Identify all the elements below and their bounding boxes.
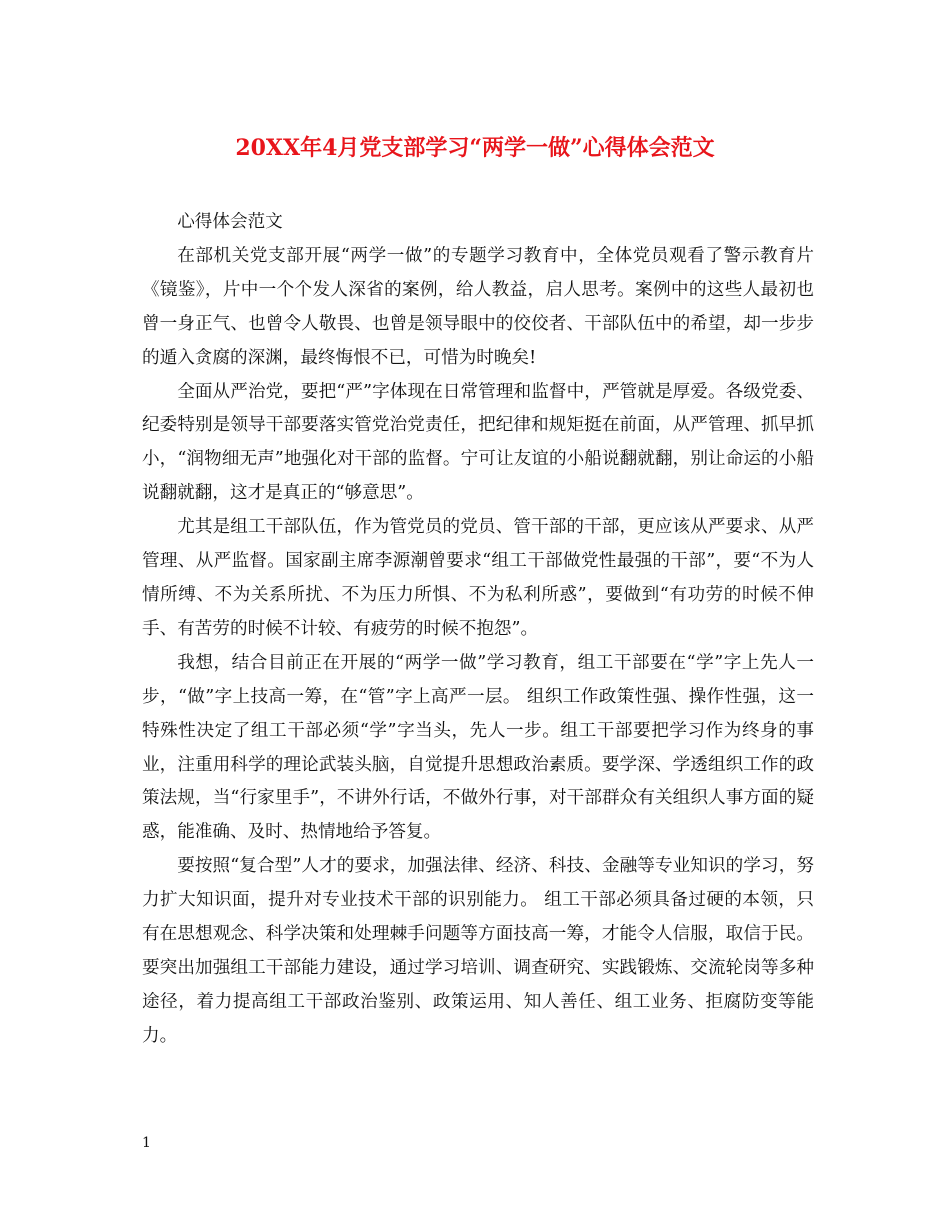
document-body	[142, 206, 814, 1054]
page-number: 1	[142, 1135, 151, 1151]
paragraph: 在部机关党支部开展“两学一做”的专题学习教育中，全体党员观看了警示教育片《镜鉴》，片中一个个发人深省的案例，给人教益，启人思考。案例中的这些人最初也曾一身正气、也曾令人敬畏、也曾是领导眼中的佼佼者、干部队伍中的希望，却一步步的遁入贪腐的深渊，最终悔恨不已，可惜为时晚矣!	[142, 245, 814, 368]
paragraph: 尤其是组工干部队伍，作为管党员的党员、管干部的干部，更应该从严要求、从严管理、从严监督。国家副主席李源潮曾要求“组工干部做党性最强的干部”，要“不为人情所缚、不为关系所扰、不为压力所惧、不为私利所惑”，要做到“有功劳的时候不伸手、有苦劳的时候不计较、有疲劳的时候不抱怨”。	[142, 517, 814, 639]
document-title: 20XX年4月党支部学习“两学一做”心得体会范文	[235, 135, 715, 161]
paragraph: 我想，结合目前正在开展的“两学一做”学习教育，组工干部要在“学”字上先人一步，“做”字上技高一筹，在“管”字上高严一层。 组织工作政策性强、操作性强，这一特殊性决定了组工干部必须“学”字当头，先人一步。组工干部要把学习作为终身的事业，注重用科学的理论武装头脑，自觉提升思想政治素质。要学深、学透组织工作的政策法规，当“行家里手”，不讲外行话，不做外行事，对干部群众有关组织人事方面的疑惑，能准确、及时、热情地给予答复。	[142, 652, 814, 843]
paragraph: 要按照“复合型”人才的要求，加强法律、经济、科技、金融等专业知识的学习，努力扩大知识面，提升对专业技术干部的识别能力。 组工干部必须具备过硬的本领，只有在思想观念、科学决策和处理棘手问题等方面技高一筹，才能令人信服，取信于民。要突出加强组工干部能力建设，通过学习培训、调查研究、实践锻炼、交流轮岗等多种途径，着力提高组工干部政治鉴别、政策运用、知人善任、组工业务、拒腐防变等能力。	[142, 856, 814, 1046]
paragraph: 全面从严治党，要把“严”字体现在日常管理和监督中，严管就是厚爱。各级党委、纪委特别是领导干部要落实管党治党责任，把纪律和规矩挺在前面，从严管理、抓早抓小，“润物细无声”地强化对干部的监督。宁可让友谊的小船说翻就翻，别让命运的小船说翻就翻，这才是真正的“够意思”。	[142, 381, 814, 504]
paragraph-heading: 心得体会范文	[177, 212, 283, 232]
